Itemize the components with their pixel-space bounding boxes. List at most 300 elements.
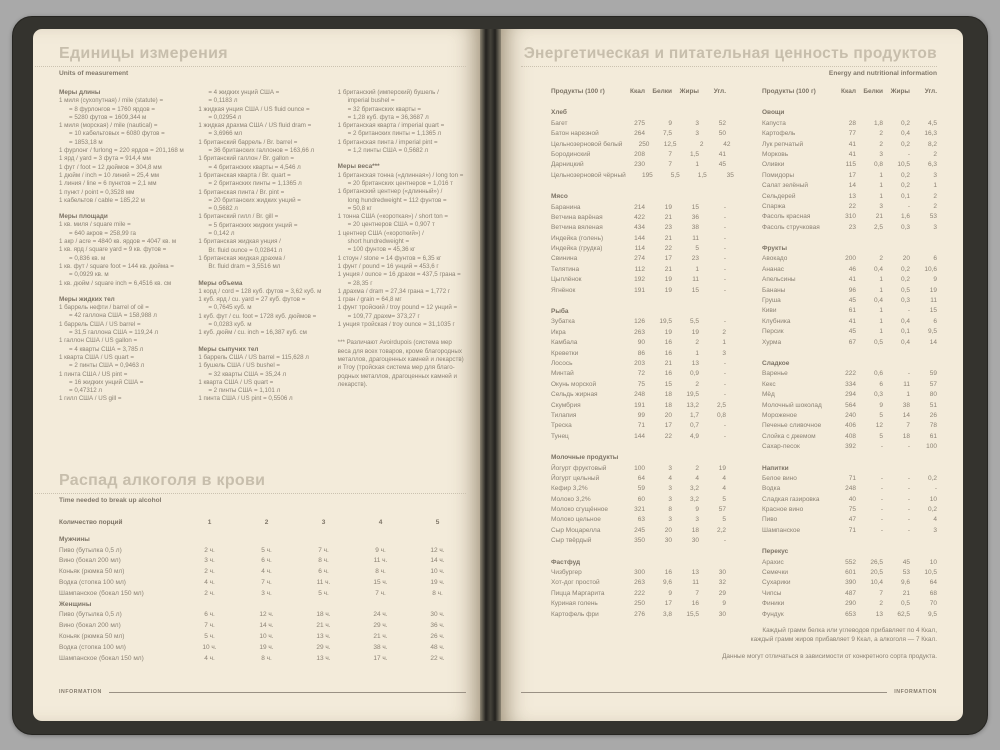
alcohol-value: 29 ч. <box>373 622 388 630</box>
food-category-label: Хлеб <box>551 109 567 117</box>
measure-line: 1 британский центнер («длинный») / <box>337 188 443 196</box>
food-value: 0,3 <box>900 297 910 305</box>
measure-heading: Меры длины <box>59 89 101 96</box>
food-value: 45 <box>718 161 726 169</box>
food-value: 14 <box>902 411 910 419</box>
food-row <box>762 589 937 599</box>
food-value: 195 <box>641 171 653 179</box>
food-value: 290 <box>845 600 856 608</box>
food-value: 2 <box>695 380 699 388</box>
food-value: 90 <box>637 339 645 347</box>
food-name: Оливки <box>762 161 785 169</box>
alcohol-section-header <box>35 472 466 494</box>
measure-line: металлов, драгоценных камней и лекарств) <box>337 355 464 363</box>
food-section <box>762 547 937 620</box>
measure-block <box>198 89 326 272</box>
food-value: 1,5 <box>689 150 699 158</box>
alcohol-row <box>59 567 466 578</box>
food-name: Киви <box>762 307 777 315</box>
food-value: 250 <box>634 600 645 608</box>
measure-line: 1 британская жидкая унция / <box>198 238 281 246</box>
food-name: Цельнозерновой белый <box>551 140 623 148</box>
alcohol-value: 5 ч. <box>261 546 272 554</box>
food-value: 4,9 <box>689 432 699 440</box>
food-value: 26 <box>929 411 937 419</box>
measure-line: = 20 британских центнеров = 1,016 т <box>347 179 454 187</box>
food-value: 3 <box>668 495 672 503</box>
food-row <box>762 306 937 316</box>
measure-line: 1 британская пинта / imperial pint = <box>337 138 438 146</box>
measure-line: = 4 британских кварты = 4,546 л <box>208 163 301 171</box>
food-value: 321 <box>634 506 645 514</box>
food-value: 0,2 <box>900 265 910 273</box>
food-section <box>551 453 726 547</box>
food-value: 0,4 <box>900 338 910 346</box>
food-value: - <box>723 380 726 388</box>
alcohol-value: 5 ч. <box>318 589 329 597</box>
food-value: 0,6 <box>873 370 883 378</box>
food-row <box>551 578 726 588</box>
food-value: 19 <box>691 328 699 336</box>
food-row <box>762 484 937 494</box>
food-header-cell: Угл. <box>924 88 937 95</box>
alcohol-value: 21 ч. <box>373 632 388 640</box>
measure-line: 1 галлон США / US gallon = <box>59 337 138 345</box>
food-value: 64 <box>929 579 937 587</box>
food-value: 0,4 <box>900 130 910 138</box>
note-variance: Данные могут отличаться в зависимости от конкретного сорта продукта. <box>722 653 937 661</box>
food-value: 0,2 <box>927 506 937 514</box>
food-value: - <box>723 318 726 326</box>
alcohol-value: 14 ч. <box>430 557 445 565</box>
alcohol-value: 8 ч. <box>432 589 443 597</box>
food-value: 248 <box>634 391 645 399</box>
food-name: Слойка с джемом <box>762 432 816 440</box>
food-name: Ветчина вяленая <box>551 224 603 232</box>
alcohol-value: 8 ч. <box>375 568 386 576</box>
food-value: 3 <box>879 202 883 210</box>
food-name: Кекс <box>762 380 776 388</box>
food-value: 2,5 <box>716 401 726 409</box>
food-row <box>551 160 726 170</box>
food-row <box>551 254 726 264</box>
food-value: 71 <box>848 474 856 482</box>
measure-line: 1 унция / ounce = 16 драхм = 437,5 грана = <box>337 271 461 279</box>
food-value: - <box>907 202 910 210</box>
food-row <box>762 296 937 306</box>
food-value: 3 <box>695 119 699 127</box>
units-title: Единицы измерения <box>59 45 228 62</box>
alcohol-value: 13 ч. <box>316 632 331 640</box>
food-value: 7 <box>879 589 883 597</box>
food-value: 350 <box>634 537 645 545</box>
food-value: 23 <box>848 223 856 231</box>
measure-line: 1 куб. дюйм / cu. inch = 16,387 куб. см <box>198 329 307 337</box>
food-row <box>551 610 726 620</box>
food-value: 406 <box>845 422 856 430</box>
measure-line: 1 стоун / stone = 14 фунтов = 6,35 кг <box>337 254 442 262</box>
alcohol-value: 30 ч. <box>430 611 445 619</box>
food-row <box>762 140 937 150</box>
food-value: 1,5 <box>697 171 707 179</box>
measure-line: = 0,0283 куб. м <box>208 321 252 329</box>
food-value: 222 <box>634 589 645 597</box>
food-value: 144 <box>634 432 645 440</box>
food-section <box>762 359 937 453</box>
food-value: 14 <box>929 338 937 346</box>
food-value: 75 <box>637 380 645 388</box>
measure-block <box>59 213 187 288</box>
food-row <box>551 390 726 400</box>
food-value: 6 <box>879 380 883 388</box>
measure-line: 1 кварта США / US quart = <box>198 378 274 386</box>
food-row <box>551 515 726 525</box>
food-value: 30 <box>718 610 726 618</box>
food-name: Кефир 3,2% <box>551 485 588 493</box>
food-value: 263 <box>634 579 645 587</box>
food-value: 45 <box>902 558 910 566</box>
food-table-right <box>762 87 937 620</box>
right-page-footer <box>521 689 937 695</box>
food-value: 86 <box>637 349 645 357</box>
food-row <box>551 203 726 213</box>
alcohol-row <box>59 654 466 665</box>
food-row <box>762 578 937 588</box>
food-value: 0,4 <box>900 317 910 325</box>
measure-line: 1 британская кварта / imperial quart = <box>337 122 445 130</box>
food-value: 300 <box>634 569 645 577</box>
alcohol-group-label: Женщины <box>59 600 92 608</box>
alcohol-value: 19 ч. <box>430 578 445 586</box>
food-value: 52 <box>718 119 726 127</box>
food-row <box>762 223 937 233</box>
food-value: 3 <box>668 464 672 472</box>
food-name: Чизбургер <box>551 569 582 577</box>
food-row <box>762 129 937 139</box>
food-value: - <box>907 495 910 503</box>
notebook-spine <box>480 29 501 721</box>
food-value: 9,6 <box>900 579 910 587</box>
food-value: 14 <box>848 182 856 190</box>
food-value: 19 <box>664 203 672 211</box>
measure-line: и Troy (тройская система мер для благо- <box>337 364 455 372</box>
food-value: 552 <box>845 558 856 566</box>
food-value: 15,5 <box>686 610 699 618</box>
food-value: - <box>723 370 726 378</box>
alcohol-value: 24 ч. <box>373 611 388 619</box>
measure-line: = 5 британских жидких унций = <box>208 221 298 229</box>
nutrition-subtitle: Energy and nutritional information <box>828 70 937 77</box>
food-value: 1 <box>879 182 883 190</box>
food-header-row <box>551 87 726 97</box>
food-value: 0,8 <box>716 411 726 419</box>
food-value: 1 <box>722 339 726 347</box>
food-value: 3 <box>695 516 699 524</box>
food-name: Сыр Моцарелла <box>551 526 601 534</box>
food-row <box>551 589 726 599</box>
alcohol-value: 22 ч. <box>430 654 445 662</box>
food-value: 5 <box>722 495 726 503</box>
food-value: 6,3 <box>927 161 937 169</box>
food-value: 6 <box>933 255 937 263</box>
food-value: 47 <box>848 516 856 524</box>
food-row <box>551 150 726 160</box>
food-name: Картофель фри <box>551 610 599 618</box>
measure-line: = 0,5682 л <box>208 205 238 213</box>
food-value: 18 <box>902 432 910 440</box>
food-value: 20 <box>664 411 672 419</box>
food-value: 10,4 <box>870 579 883 587</box>
food-row <box>762 171 937 181</box>
food-row <box>762 338 937 348</box>
food-value: 13 <box>875 610 883 618</box>
food-value: 50 <box>718 130 726 138</box>
measure-line: 1 миля (сухопутная) / mile (statute) = <box>59 97 164 105</box>
food-row <box>551 568 726 578</box>
food-value: 3 <box>722 349 726 357</box>
food-name: Хот-дог простой <box>551 579 600 587</box>
food-value: 0,5 <box>900 286 910 294</box>
food-value: 61 <box>848 307 856 315</box>
alcohol-value: 18 ч. <box>316 611 331 619</box>
food-row <box>762 380 937 390</box>
food-value: 77 <box>848 130 856 138</box>
alcohol-row <box>59 621 466 632</box>
food-value: 20,5 <box>870 569 883 577</box>
food-value: - <box>723 203 726 211</box>
food-value: 1 <box>695 161 699 169</box>
food-value: 2 <box>695 339 699 347</box>
food-name: Сельдерей <box>762 192 796 200</box>
alcohol-row <box>59 589 466 600</box>
measure-line: = 4 кварты США = 3,785 л <box>69 345 144 353</box>
food-name: Водка <box>762 485 781 493</box>
alcohol-value: 48 ч. <box>430 643 445 651</box>
measure-line: = 0,02954 л <box>208 113 242 121</box>
food-category-label: Овощи <box>762 109 785 117</box>
food-value: 7,5 <box>662 130 672 138</box>
measure-line: 1 кв. фут / square foot = 144 кв. дюйма = <box>59 262 174 270</box>
food-value: - <box>880 474 883 482</box>
measure-line: 1 центнер США («короткий») / <box>337 229 424 237</box>
measure-line: 1 гран / grain = 64,8 мг <box>337 296 402 304</box>
food-name: Шампанское <box>762 526 801 534</box>
food-value: 45 <box>848 297 856 305</box>
measure-line: родных металлов, драгоценных камней и <box>337 372 457 380</box>
food-row <box>551 244 726 254</box>
food-header-row <box>762 87 937 97</box>
food-section <box>551 558 726 620</box>
alcohol-value: 38 ч. <box>373 643 388 651</box>
alcohol-value: 15 ч. <box>373 578 388 586</box>
food-name: Скумбрия <box>551 401 581 409</box>
food-name: Минтай <box>551 370 574 378</box>
food-row <box>762 327 937 337</box>
food-value: 1 <box>933 182 937 190</box>
food-value: 3,2 <box>689 485 699 493</box>
food-header-cell: Ккал <box>841 88 856 95</box>
alcohol-value: 11 ч. <box>316 578 331 586</box>
food-name: Лук репчатый <box>762 140 804 148</box>
food-value: 4,5 <box>927 119 937 127</box>
food-value: - <box>907 474 910 482</box>
food-value: 30 <box>691 537 699 545</box>
alcohol-value: 9 ч. <box>375 546 386 554</box>
alcohol-header-row <box>59 518 466 529</box>
food-value: 60 <box>637 495 645 503</box>
food-row <box>762 505 937 515</box>
food-row <box>551 129 726 139</box>
food-value: - <box>907 526 910 534</box>
food-value: 80 <box>929 391 937 399</box>
food-name: Ананас <box>762 265 784 273</box>
food-row <box>762 558 937 568</box>
food-value: 275 <box>634 119 645 127</box>
food-value: 18 <box>664 391 672 399</box>
food-row <box>551 223 726 233</box>
food-value: 45 <box>848 328 856 336</box>
food-category-label: Мясо <box>551 193 568 201</box>
left-page-footer <box>59 689 466 695</box>
food-row <box>762 202 937 212</box>
alcohol-value: 10 ч. <box>259 632 274 640</box>
alcohol-row <box>59 632 466 643</box>
food-value: 245 <box>634 526 645 534</box>
notebook-cover <box>12 16 988 735</box>
food-value: - <box>907 516 910 524</box>
food-value: 7 <box>695 589 699 597</box>
food-name: Финики <box>762 600 785 608</box>
food-value: - <box>723 432 726 440</box>
food-row <box>551 421 726 431</box>
food-value: 12 <box>875 422 883 430</box>
food-section <box>762 244 937 348</box>
units-column <box>59 89 187 472</box>
food-value: 16 <box>691 600 699 608</box>
alcohol-drink-label: Водка (стопка 100 мл) <box>59 578 126 586</box>
alcohol-header-cell: Количество порций <box>59 519 123 526</box>
food-value: 294 <box>845 391 856 399</box>
food-value: 11 <box>692 276 699 284</box>
food-category-label: Фастфуд <box>551 558 581 566</box>
alcohol-title: Распад алкоголя в крови <box>59 472 266 489</box>
food-row <box>762 254 937 264</box>
food-value: 4 <box>722 485 726 493</box>
food-value: 17 <box>848 171 856 179</box>
food-value: 71 <box>848 526 856 534</box>
measure-block <box>338 89 466 155</box>
food-value: 10,6 <box>924 265 937 273</box>
food-value: 5 <box>722 516 726 524</box>
food-value: 41 <box>718 150 726 158</box>
measure-line: = 2 британских пинты = 1,1365 л <box>208 180 302 188</box>
food-name: Морковь <box>762 150 789 158</box>
food-name: Дарницкий <box>551 161 584 169</box>
food-value: 28 <box>848 119 856 127</box>
food-row <box>762 599 937 609</box>
food-value: 13,2 <box>686 401 699 409</box>
measure-line: = 4 жидких унций США = <box>208 89 280 96</box>
food-value: 0,1 <box>900 328 910 336</box>
food-row <box>762 265 937 275</box>
food-value: 3 <box>933 526 937 534</box>
food-row <box>551 328 726 338</box>
food-value: - <box>723 245 726 253</box>
food-row <box>551 234 726 244</box>
food-value: 250 <box>638 140 650 148</box>
measure-line: = 20 центнеров США = 0,907 т <box>347 221 435 229</box>
food-name: Икра <box>551 328 566 336</box>
alcohol-value: 13 ч. <box>316 654 331 662</box>
measure-line: 1 британская пинта / Br. pint = <box>198 188 285 196</box>
food-row <box>762 610 937 620</box>
alcohol-value: 10 ч. <box>202 643 217 651</box>
alcohol-row <box>59 556 466 567</box>
food-value: 5,5 <box>689 318 699 326</box>
food-value: 264 <box>634 130 645 138</box>
measure-line: веса для всех товаров, кроме благородных <box>337 347 462 355</box>
food-value: 115 <box>845 161 856 169</box>
food-value: 214 <box>634 203 645 211</box>
food-value: 1 <box>879 276 883 284</box>
food-row <box>551 140 731 150</box>
measure-line: = 50,8 кг <box>347 204 372 212</box>
food-value: 263 <box>634 328 645 336</box>
food-name: Сахар-песок <box>762 443 800 451</box>
food-row <box>762 275 937 285</box>
food-name: Мёд <box>762 391 775 399</box>
food-value: 22 <box>664 245 672 253</box>
measure-line: 1 кабельтов / cable = 185,22 м <box>59 196 145 204</box>
food-row <box>551 401 726 411</box>
food-value: 23 <box>691 255 699 263</box>
alcohol-drink-label: Вино (бокал 200 мл) <box>59 557 121 565</box>
food-value: 5 <box>879 411 883 419</box>
food-row <box>762 495 937 505</box>
food-value: 15 <box>664 380 672 388</box>
units-column <box>338 89 466 472</box>
measure-line: 1 корд / cord = 128 куб. футов = 3,62 куб. м <box>198 287 322 295</box>
food-name: Молоко сгущённое <box>551 506 609 514</box>
food-value: 276 <box>634 610 645 618</box>
food-value: 653 <box>845 610 856 618</box>
food-value: 12,5 <box>663 140 677 148</box>
alcohol-drink-label: Пиво (бутылка 0,5 л) <box>59 611 122 619</box>
measure-line: 1 кв. миля / square mile = <box>59 221 131 229</box>
measure-block <box>198 346 326 404</box>
measure-line: = 640 акров = 258,99 га <box>69 229 136 237</box>
food-name: Помидоры <box>762 171 795 179</box>
food-row <box>762 317 937 327</box>
food-value: 1 <box>879 286 883 294</box>
food-value: 29 <box>718 589 726 597</box>
measure-line: = 5280 футов = 1609,344 м <box>69 113 147 121</box>
note-kcal: Каждый грамм белка или углеводов прибавляет по 4 Ккал, каждый грамм жиров прибавляет 9 Ккал, а алкоголя — 7 Ккал. <box>750 626 937 643</box>
food-value: 96 <box>848 286 856 294</box>
food-name: Сыр твёрдый <box>551 537 592 545</box>
food-value: 191 <box>634 286 645 294</box>
food-value: 13 <box>691 569 699 577</box>
food-value: 3 <box>933 171 937 179</box>
food-value: 0,3 <box>900 223 910 231</box>
food-value: - <box>723 255 726 263</box>
measure-line: Br. fluid dram = 3,5516 мл <box>208 263 281 271</box>
food-row <box>551 411 726 421</box>
food-value: 53 <box>929 213 937 221</box>
food-value: 21 <box>664 213 672 221</box>
food-value: 144 <box>634 234 645 242</box>
food-row <box>762 369 937 379</box>
